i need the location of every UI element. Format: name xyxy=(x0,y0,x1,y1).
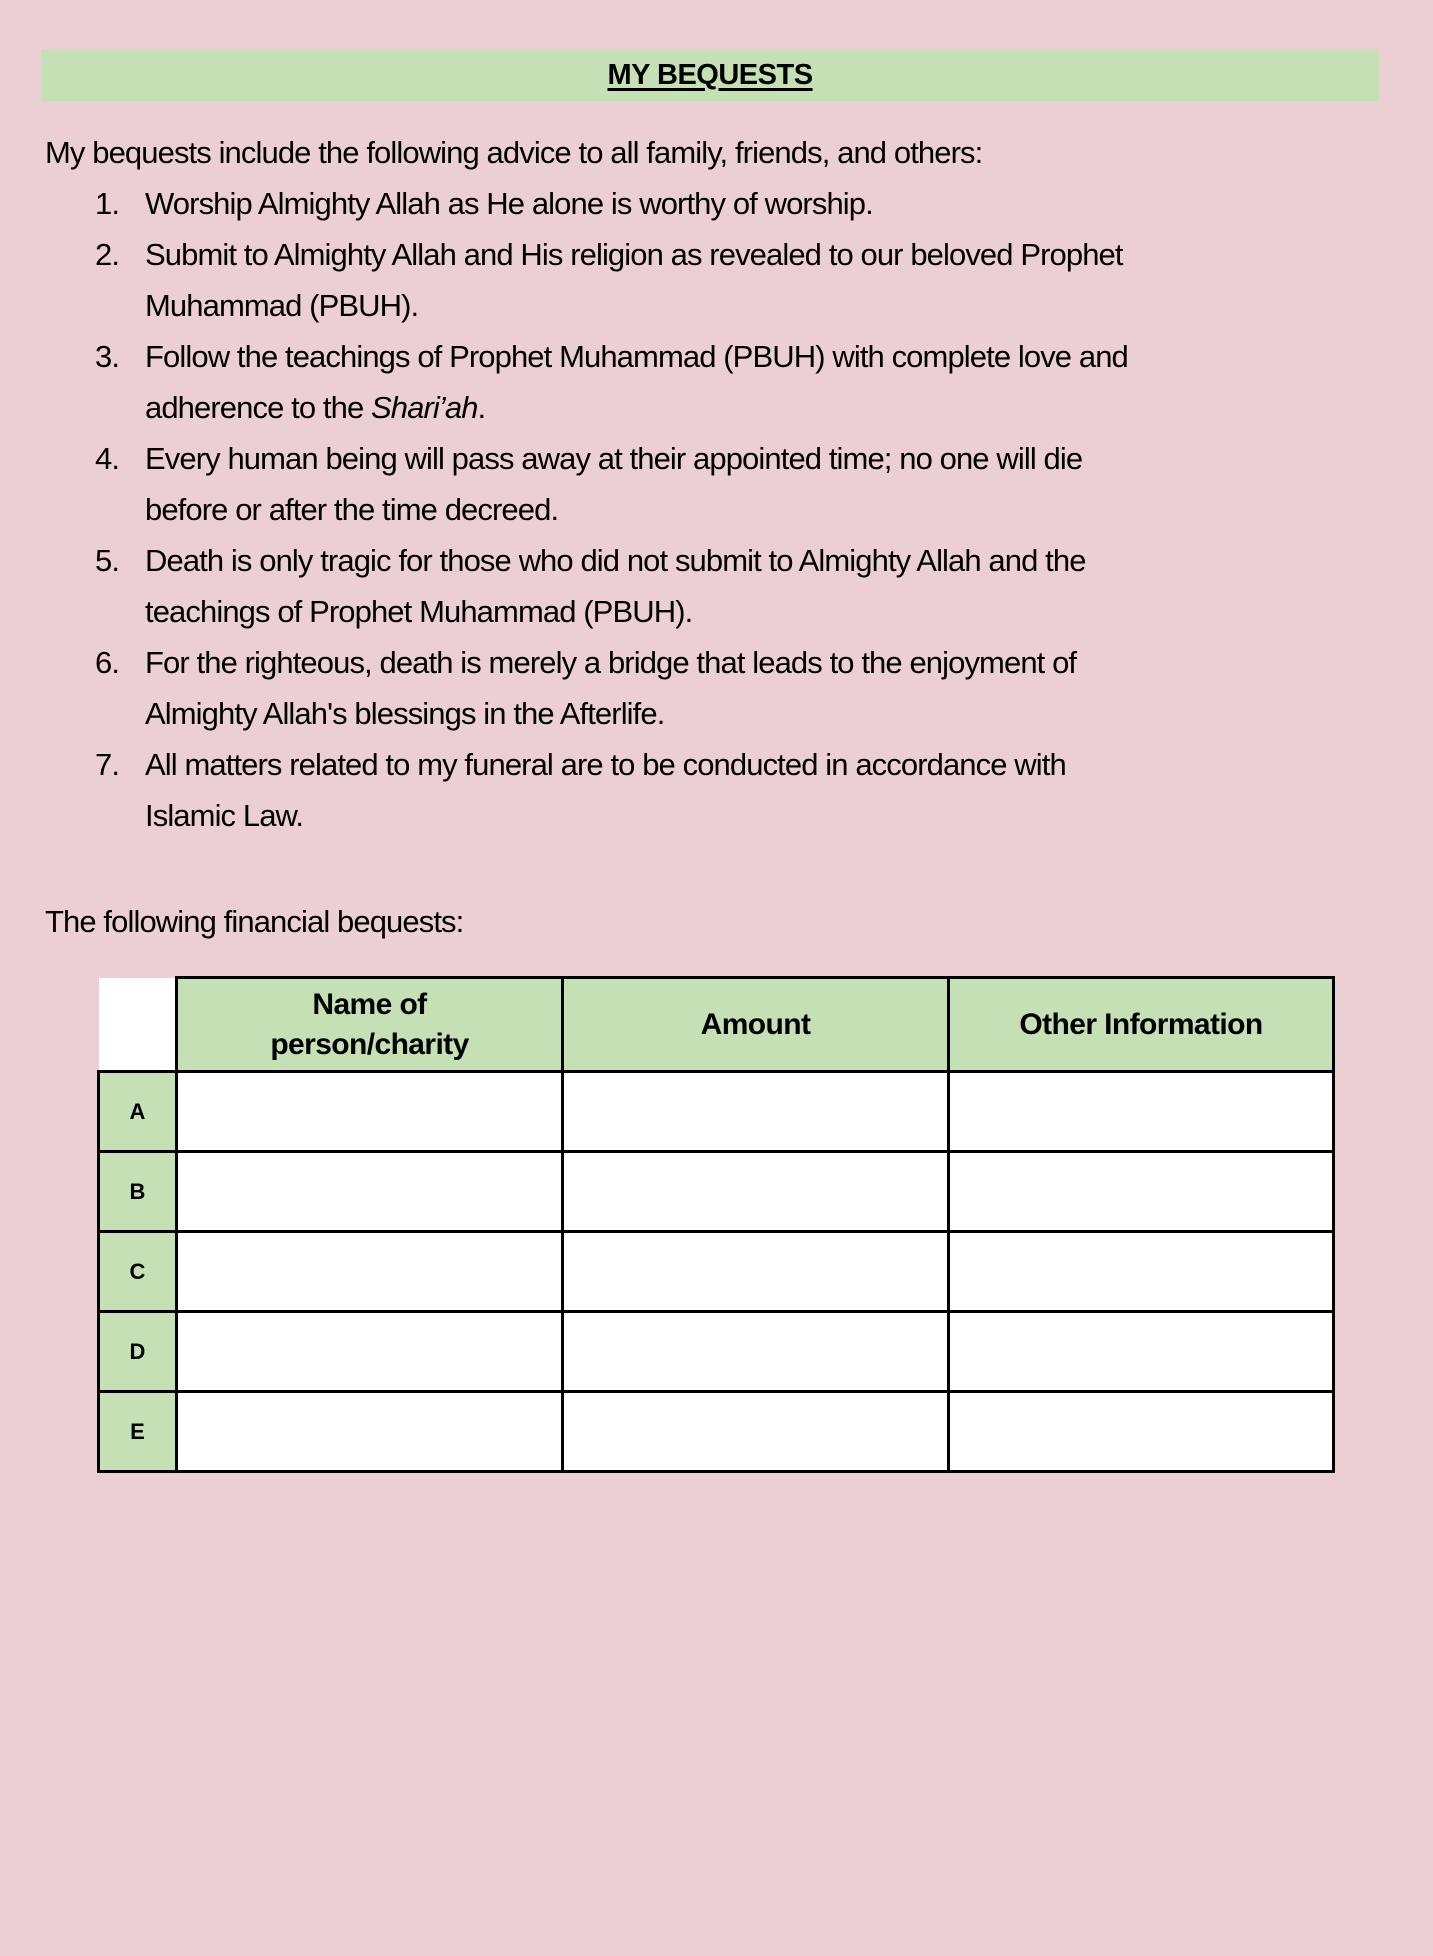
list-number: 2. xyxy=(95,237,120,272)
list-text: For the righteous, death is merely a bridge that leads to the enjoyment of xyxy=(145,645,1077,680)
intro-text: My bequests include the following advice to all family, friends, and others: xyxy=(45,135,983,170)
name-cell[interactable] xyxy=(177,1232,563,1312)
name-cell[interactable] xyxy=(177,1072,563,1152)
amount-cell[interactable] xyxy=(563,1392,949,1472)
list-text: All matters related to my funeral are to be conducted in accordance with xyxy=(145,747,1066,782)
amount-cell[interactable] xyxy=(563,1072,949,1152)
list-text: Follow the teachings of Prophet Muhammad (PBUH) with complete love and xyxy=(145,339,1128,374)
list-number: 5. xyxy=(95,543,120,578)
amount-cell[interactable] xyxy=(563,1152,949,1232)
list-text: Almighty Allah's blessings in the Afterlife. xyxy=(145,696,665,731)
table-row xyxy=(99,1392,1334,1472)
row-label: E xyxy=(99,1392,177,1472)
amount-cell[interactable] xyxy=(563,1232,949,1312)
amount-cell[interactable] xyxy=(563,1312,949,1392)
table-row xyxy=(99,1152,1334,1232)
table-row xyxy=(99,1232,1334,1312)
list-text: Every human being will pass away at their appointed time; no one will die xyxy=(145,441,1083,476)
header-line: Name of xyxy=(312,987,427,1021)
other-info-cell[interactable] xyxy=(949,1392,1334,1472)
row-label: D xyxy=(99,1312,177,1392)
name-cell[interactable] xyxy=(177,1152,563,1232)
table-row xyxy=(99,1072,1334,1152)
list-number: 1. xyxy=(95,186,120,221)
list-text: Muhammad (PBUH). xyxy=(145,288,419,323)
list-text: Death is only tragic for those who did not submit to Almighty Allah and the xyxy=(145,543,1086,578)
financial-intro-text: The following financial bequests: xyxy=(45,904,464,939)
table-row xyxy=(99,1312,1334,1392)
other-info-cell[interactable] xyxy=(949,1072,1334,1152)
list-number: 7. xyxy=(95,747,120,782)
name-cell[interactable] xyxy=(177,1392,563,1472)
list-text-part: . xyxy=(477,390,486,425)
column-header-name xyxy=(177,978,563,1072)
other-info-cell[interactable] xyxy=(949,1312,1334,1392)
header-line: person/charity xyxy=(270,1027,469,1061)
name-cell[interactable] xyxy=(177,1312,563,1392)
corner-cell xyxy=(99,978,177,1072)
column-header-amount: Amount xyxy=(563,978,949,1072)
list-number: 4. xyxy=(95,441,120,476)
table-header-row xyxy=(99,978,1334,1072)
list-text xyxy=(145,382,1128,433)
financial-bequests-table xyxy=(97,976,1335,1473)
page-title: MY BEQUESTS xyxy=(607,58,813,91)
row-label: A xyxy=(99,1072,177,1152)
list-text: Islamic Law. xyxy=(145,798,304,833)
other-info-cell[interactable] xyxy=(949,1232,1334,1312)
list-number: 3. xyxy=(95,339,120,374)
list-text: Submit to Almighty Allah and His religion as revealed to our beloved Prophet xyxy=(145,237,1123,272)
list-text: teachings of Prophet Muhammad (PBUH). xyxy=(145,594,693,629)
shariah-term: Shari’ah xyxy=(371,390,478,425)
title-band xyxy=(41,49,1379,101)
row-label: C xyxy=(99,1232,177,1312)
list-number: 6. xyxy=(95,645,120,680)
column-header-other-information: Other Information xyxy=(949,978,1334,1072)
list-text: before or after the time decreed. xyxy=(145,492,559,527)
list-text: Worship Almighty Allah as He alone is worthy of worship. xyxy=(145,186,873,221)
row-label: B xyxy=(99,1152,177,1232)
list-text-part: adherence to the xyxy=(145,390,371,425)
other-info-cell[interactable] xyxy=(949,1152,1334,1232)
